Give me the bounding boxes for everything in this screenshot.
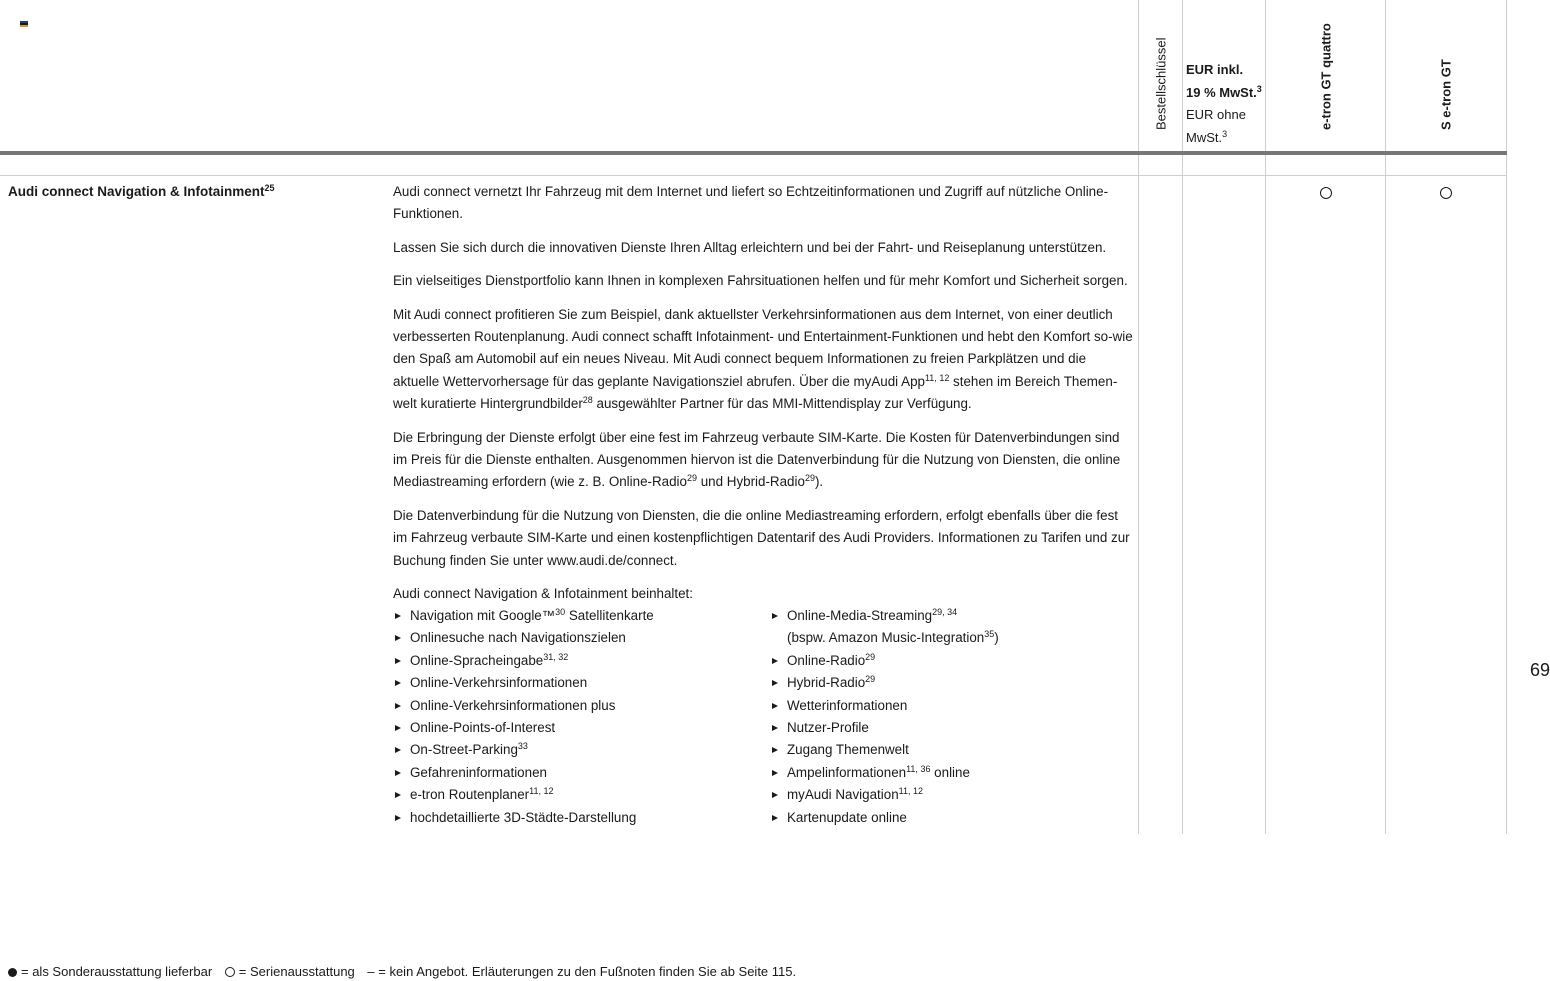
list-item: Hybrid-Radio$^{29}$	[770, 672, 999, 694]
standard-equipment-icon	[1440, 187, 1452, 199]
bullet-triangle-icon	[395, 747, 401, 753]
price-incl-line2: 19 % MwSt.$^3$	[1186, 83, 1262, 100]
paragraph: Ein vielseitiges Dienstportfolio kann Ihnen in komplexen Fahrsituationen helfen und für mehr Komfort und Sicherheit sorgen.	[393, 273, 1128, 289]
header-model-1	[1266, 0, 1385, 151]
legend-optional: = als Sonderausstattung lieferbar	[21, 964, 213, 979]
header-order-key	[1139, 0, 1182, 151]
header-model-2-label: S e-tron GT	[1438, 59, 1454, 130]
list-item: Ampelinformationen$^{11, 36}$ online	[770, 762, 999, 784]
paragraph: Die Erbringung der Dienste erfolgt über eine fest im Fahrzeug verbaute SIM-Karte. Die Kosten für Datenverbindungen sind im Preis für die Dienste enthalten. Ausgenommen hiervon ist die Datenverbindung für die Nutzung von Diensten, die online Mediastreaming erfordern (wie z. B. Online-Radio$^{29}$ und Hybrid-Radio$^{29}$).	[393, 429, 1121, 490]
feature-description	[393, 181, 1133, 583]
list-item: Online-Points-of-Interest	[393, 717, 654, 739]
bullet-triangle-icon	[772, 703, 778, 709]
list-item: hochdetaillierte 3D-Städte-Darstellung	[393, 807, 654, 829]
bullet-triangle-icon	[395, 792, 401, 798]
bullet-triangle-icon	[395, 703, 401, 709]
list-item: Navigation mit Google™$^{30}$ Satellitenkarte	[393, 605, 654, 627]
bullet-triangle-icon	[395, 680, 401, 686]
legend-standard: = Serienausstattung	[238, 964, 355, 979]
filled-circle-icon	[8, 968, 17, 977]
legend	[8, 964, 796, 979]
open-circle-icon	[225, 967, 235, 977]
bullet-triangle-icon	[395, 613, 401, 619]
column-divider	[1182, 0, 1183, 834]
header-model-2	[1386, 0, 1506, 151]
header-price	[1186, 59, 1266, 149]
list-item: Online-Verkehrsinformationen plus	[393, 695, 654, 717]
paragraph: Audi connect vernetzt Ihr Fahrzeug mit dem Internet und liefert so Echtzeitinformationen und Zugriff auf nützliche Online-Funktionen.	[393, 184, 1109, 222]
list-item: Kartenupdate online	[770, 807, 999, 829]
price-incl-line1: EUR inkl.	[1186, 62, 1244, 77]
legend-none: – = kein Angebot. Erläuterungen zu den Fußnoten finden Sie ab Seite 115.	[367, 964, 797, 979]
bullet-triangle-icon	[772, 770, 778, 776]
bullet-triangle-icon	[395, 815, 401, 821]
list-item: Online-Verkehrsinformationen	[393, 672, 654, 694]
list-item: myAudi Navigation$^{11, 12}$	[770, 784, 999, 806]
standard-equipment-icon	[1320, 187, 1332, 199]
paragraph: Mit Audi connect profitieren Sie zum Beispiel, dank aktuellster Verkehrsinformationen aus dem Internet, von einer deutlich verbesserten Routenplanung. Audi connect schafft Infotainment- und Entertainment-Funktionen und hebt den Komfort so-wie den Spaß am Automobil auf ein neues Niveau. Mit Audi connect bequem Informationen zu freien Parkplätzen und die aktuelle Wettervorhersage für das geplante Navigationsziel abrufen. Über die myAudi App$^{11, 12}$ stehen im Bereich Themen-welt kuratierte Hintergrundbilder$^{28}$ ausgewählter Partner für das MMI-Mittendisplay zur Verfügung.	[393, 306, 1133, 412]
column-divider	[1506, 0, 1507, 834]
bullet-triangle-icon	[395, 770, 401, 776]
flag-icon	[20, 21, 28, 27]
list-item: Gefahreninformationen	[393, 762, 654, 784]
list-item: Wetterinformationen	[770, 695, 999, 717]
feature-list-left	[393, 605, 654, 829]
price-excl-line2: MwSt.$^3$	[1186, 128, 1228, 145]
list-item: Online-Radio$^{29}$	[770, 650, 999, 672]
page-number: 69	[1530, 660, 1550, 680]
bullet-triangle-icon	[772, 658, 778, 664]
list-item: Nutzer-Profile	[770, 717, 999, 739]
paragraph: Lassen Sie sich durch die innovativen Dienste Ihren Alltag erleichtern und bei der Fahrt- und Reiseplanung unterstützen.	[393, 239, 1107, 255]
bullet-triangle-icon	[772, 747, 778, 753]
bullet-triangle-icon	[395, 658, 401, 664]
header-model-1-label: e-tron GT quattro	[1318, 23, 1333, 130]
feature-list-right	[770, 605, 999, 829]
list-item: Onlinesuche nach Navigationszielen	[393, 627, 654, 649]
header-rule	[0, 151, 1507, 155]
header-order-key-label: Bestellschlüssel	[1153, 37, 1168, 130]
bullet-triangle-icon	[772, 815, 778, 821]
list-item: e-tron Routenplaner$^{11, 12}$	[393, 784, 654, 806]
list-item: Online-Spracheingabe$^{31, 32}$	[393, 650, 654, 672]
list-item: On-Street-Parking$^{33}$	[393, 739, 654, 761]
row-rule	[0, 175, 1507, 176]
feature-title: Audi connect Navigation & Infotainment$^{25}$	[8, 183, 275, 199]
bullet-triangle-icon	[772, 725, 778, 731]
price-excl-line1: EUR ohne	[1186, 107, 1246, 122]
bullet-triangle-icon	[772, 613, 778, 619]
bullet-triangle-icon	[772, 680, 778, 686]
list-item: Zugang Themenwelt	[770, 739, 999, 761]
includes-title: Audi connect Navigation & Infotainment beinhaltet:	[393, 586, 693, 601]
bullet-triangle-icon	[395, 725, 401, 731]
bullet-triangle-icon	[395, 635, 401, 641]
paragraph: Die Datenverbindung für die Nutzung von Diensten, die die online Mediastreaming erfordern, erfolgt ebenfalls über die fest im Fahrzeug verbaute SIM-Karte und einen kostenpflichtigen Datentarif des Audi Providers. Informationen zu Tarifen und zur Buchung finden Sie unter www.audi.de/connect.	[393, 507, 1130, 568]
list-item: Online-Media-Streaming$^{29, 34}$ (bspw. Amazon Music-Integration$^{35}$)	[770, 605, 999, 650]
bullet-triangle-icon	[772, 792, 778, 798]
